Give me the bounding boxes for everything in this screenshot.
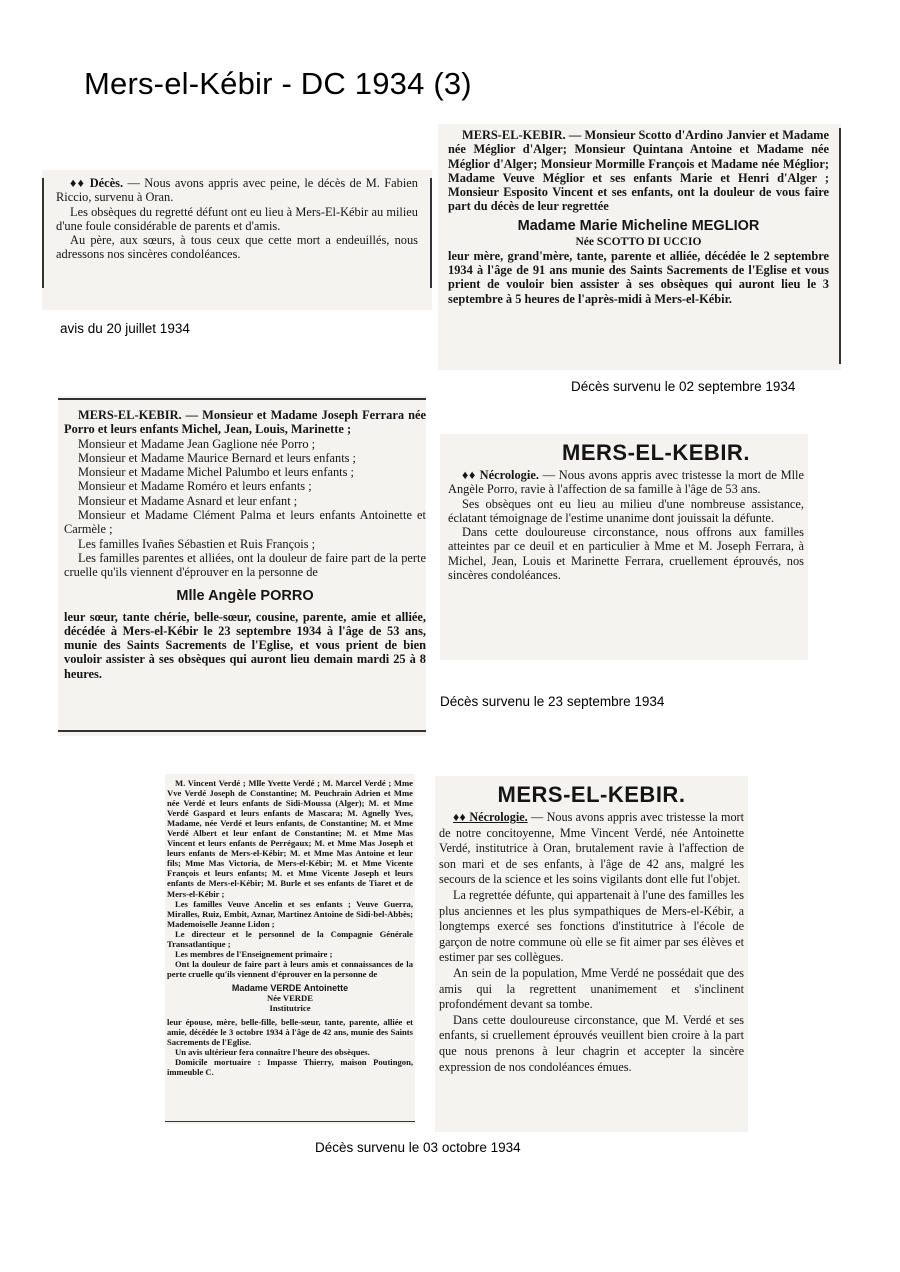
paragraph: ♦♦ Nécrologie. — Nous avons appris avec tristesse la mort de notre concitoyenne, Mme Vincent Verdé, née Antoinette Verdé, institutrice à Oran, brutalement ravie à l'affection de son mari et de ses enfants, à l'âge de 42 ans, malgré les secours de la science et les soins vigilants dont elle fut l'objet. <box>439 810 744 887</box>
paragraph: Les familles parentes et alliées, ont la douleur de faire part de la perte cruelle qu'ils viennent d'éprouver en la personne de <box>64 550 426 580</box>
deceased-profession: Institutrice <box>269 1003 311 1014</box>
caption-clipping-4: Décès survenu le 03 octobre 1934 <box>315 1140 521 1155</box>
paragraph: Ses obsèques ont eu lieu au milieu d'une nombreuse assistance, éclatant témoignage de l'estime unanime dont jouissait la défunte. <box>448 496 804 525</box>
paragraph: ♦♦ Nécrologie. — Nous avons appris avec tristesse la mort de Mlle Angèle Porro, ravie à l'affection de sa famille à l'âge de 53 ans. <box>448 468 804 497</box>
paragraph: An sein de la population, Mme Verdé ne possédait que des amis qui la regrettent unanimement et s'inclinent profondément devant sa tombe. <box>439 965 744 1012</box>
clipping-heading: MERS-EL-KEBIR. <box>497 782 686 807</box>
paragraph: Au père, aux sœurs, à tous ceux que cette mort a endeuillés, nous adressons nos sincères condoléances. <box>56 233 418 262</box>
column-rule-right <box>430 178 432 288</box>
paragraph: Monsieur et Madame Michel Palumbo et leurs enfants ; <box>78 465 354 480</box>
rule-top <box>58 398 426 400</box>
caption-clipping-3: Décès survenu le 23 septembre 1934 <box>440 694 665 709</box>
paragraph: leur mère, grand'mère, tante, parente et alliée, décédée le 2 septembre 1934 à l'âge de 91 ans munie des Saints Sacrements de l'Eglise et vous prient de vouloir bien assister à ses obsèques qui auront lieu le 3 septembre à 5 heures de l'après-midi à Mers-el-Kébir. <box>448 248 829 306</box>
paragraph: leur sœur, tante chérie, belle-sœur, cousine, parente, amie et alliée, décédée à Mers-el-Kébir le 23 septembre 1934 à l'âge de 53 ans, munie des Saints Sacrements de l'Eglise, et vous prient de bien vouloir assister à ses obsèques qui auront lieu demain mardi 25 à 8 heures. <box>64 609 426 681</box>
rule-bottom <box>58 730 426 732</box>
column-rule-right <box>839 128 841 364</box>
clipping-heading: MERS-EL-KEBIR. <box>562 440 750 465</box>
clipping-verde-necrologie <box>435 776 748 1132</box>
paragraph: Le directeur et le personnel de la Compagnie Générale Transatlantique ; <box>167 928 413 949</box>
deceased-maiden-name: Née VERDE <box>267 992 313 1003</box>
paragraph: ♦♦ Décès. — Nous avons appris avec peine, le décès de M. Fabien Riccio, survenu à Oran. <box>56 176 419 205</box>
paragraph: Un avis ultérieur fera connaître l'heure des obsèques. <box>175 1047 370 1058</box>
paragraph: MERS-EL-KEBIR. — Monsieur et Madame Joseph Ferrara née Porro et leurs enfants Michel, Jean, Louis, Marinette ; <box>64 408 426 437</box>
clipping-porro-necrologie <box>440 434 808 660</box>
paragraph: M. Vincent Verdé ; Mlle Yvette Verdé ; M. Marcel Verdé ; Mme Vve Verdé Joseph de Constantine; M. Peuchrain Adrien et Mme née Verdé et leurs enfants de Sidi-Moussa (Alger); M. et Mme Verdé Gaspard et leurs enfants de Mascara; M. Agnelly Yves, Madame, née Verdé et leurs enfants, de Constantine; M. et Mme Verdé Albert et leur enfant de Constantine; M. et Mme Mas Vincent et leurs enfants de Perrégaux; M. et Mme Mas Joseph et leurs enfants de Mers-el-Kébir; M. et Mme Mas Antoine et leur fils; Mme Mas Victoria, de Mers-el-Kébir; M. et Mme Vicente François et leurs enfants; M. et Mme Vicente Joseph et leurs enfants de Mers-el-Kébir; M. Burle et ses enfants de Tiaret et de Mers-el-Kébir ; <box>167 778 413 899</box>
paragraph: Dans cette douloureuse circonstance, que M. Verdé et ses enfants, si cruellement éprouvés veuillent bien croire à la part que nous prenons à leur chagrin et accepter la sincère expression de nos condoléances émues. <box>439 1012 744 1074</box>
paragraph: La regrettée défunte, qui appartenait à l'une des familles les plus anciennes et les plus sympathiques de Mers-el-Kébir, a longtemps exercé ses fonctions d'institutrice à l'école de garçon de notre commune où elle se fit aimer par ses élèves et estimer par ses collègues. <box>439 887 744 965</box>
paragraph: Les membres de l'Enseignement primaire ; <box>175 948 333 959</box>
deceased-name: Madame Marie Micheline MEGLIOR <box>517 217 760 234</box>
page-title: Mers-el-Kébir - DC 1934 (3) <box>84 66 472 101</box>
caption-clipping-2: Décès survenu le 02 septembre 1934 <box>571 379 796 394</box>
clipping-porro-family <box>58 396 426 736</box>
paragraph: Les familles Ivañes Sébastien et Ruis François ; <box>78 536 316 551</box>
paragraph: Monsieur et Madame Maurice Bernard et leurs enfants ; <box>78 450 357 465</box>
column-rule-left <box>42 178 44 288</box>
rule-bottom <box>165 1121 415 1122</box>
paragraph: MERS-EL-KEBIR. — Monsieur Scotto d'Ardino Janvier et Madame née Méglior d'Alger; Monsieur Quintana Antoine et Madame née Méglior d'Alger; Monsieur Mormille François et Madame née Méglior; Madame Veuve Méglior et ses enfants Marie et Henri d'Alger ; Monsieur Esposito Vincent et ses enfants, ont la douleur de vous faire part du décès de leur regrettée <box>448 128 829 214</box>
paragraph: Domicile mortuaire : Impasse Thierry, maison Poutingon, immeuble C. <box>167 1057 413 1078</box>
paragraph: Ont la douleur de faire part à leurs amis et connaissances de la perte cruelle qu'ils viennent d'éprouver en la personne de <box>167 958 413 979</box>
paragraph: Les obsèques du regretté défunt ont eu lieu à Mers-El-Kébir au milieu d'une foule considérable de parents et d'amis. <box>56 204 418 233</box>
paragraph: Monsieur et Madame Asnard et leur enfant ; <box>78 493 298 508</box>
deceased-maiden-name: Née SCOTTO DI UCCIO <box>575 235 702 248</box>
paragraph: Monsieur et Madame Roméro et leurs enfants ; <box>78 479 312 494</box>
paragraph: Monsieur et Madame Clément Palma et leurs enfants Antoinette et Carmèle ; <box>64 508 426 537</box>
paragraph: leur épouse, mère, belle-fille, belle-sœur, tante, parente, alliée et amie, décédée le 3 octobre 1934 à l'âge de 42 ans, munie des Saints Sacrements de l'Eglise. <box>167 1017 413 1048</box>
deceased-name: Mlle Angèle PORRO <box>176 587 314 604</box>
clipping-meglior <box>438 124 841 370</box>
clipping-verde-family <box>165 774 415 1124</box>
caption-clipping-1: avis du 20 juillet 1934 <box>60 321 190 336</box>
paragraph: Monsieur et Madame Jean Gaglione née Porro ; <box>78 436 316 451</box>
deceased-name: Madame VERDE Antoinette <box>231 982 349 993</box>
paragraph: Les familles Veuve Ancelin et ses enfants ; Veuve Guerra, Miralles, Ruiz, Embit, Aznar, Martinez Antoine de Sidi-bel-Abbès; Mademoiselle Jeanne Lidon ; <box>167 898 413 929</box>
clipping-riccio <box>42 170 432 310</box>
paragraph: Dans cette douloureuse circonstance, nous offrons aux familles atteintes par ce deuil et en particulier à Mme et M. Joseph Ferrara, à Michel, Jean, Louis et Marinette Ferrara, cruellement éprouvés, nos sincères condoléances. <box>448 525 804 583</box>
